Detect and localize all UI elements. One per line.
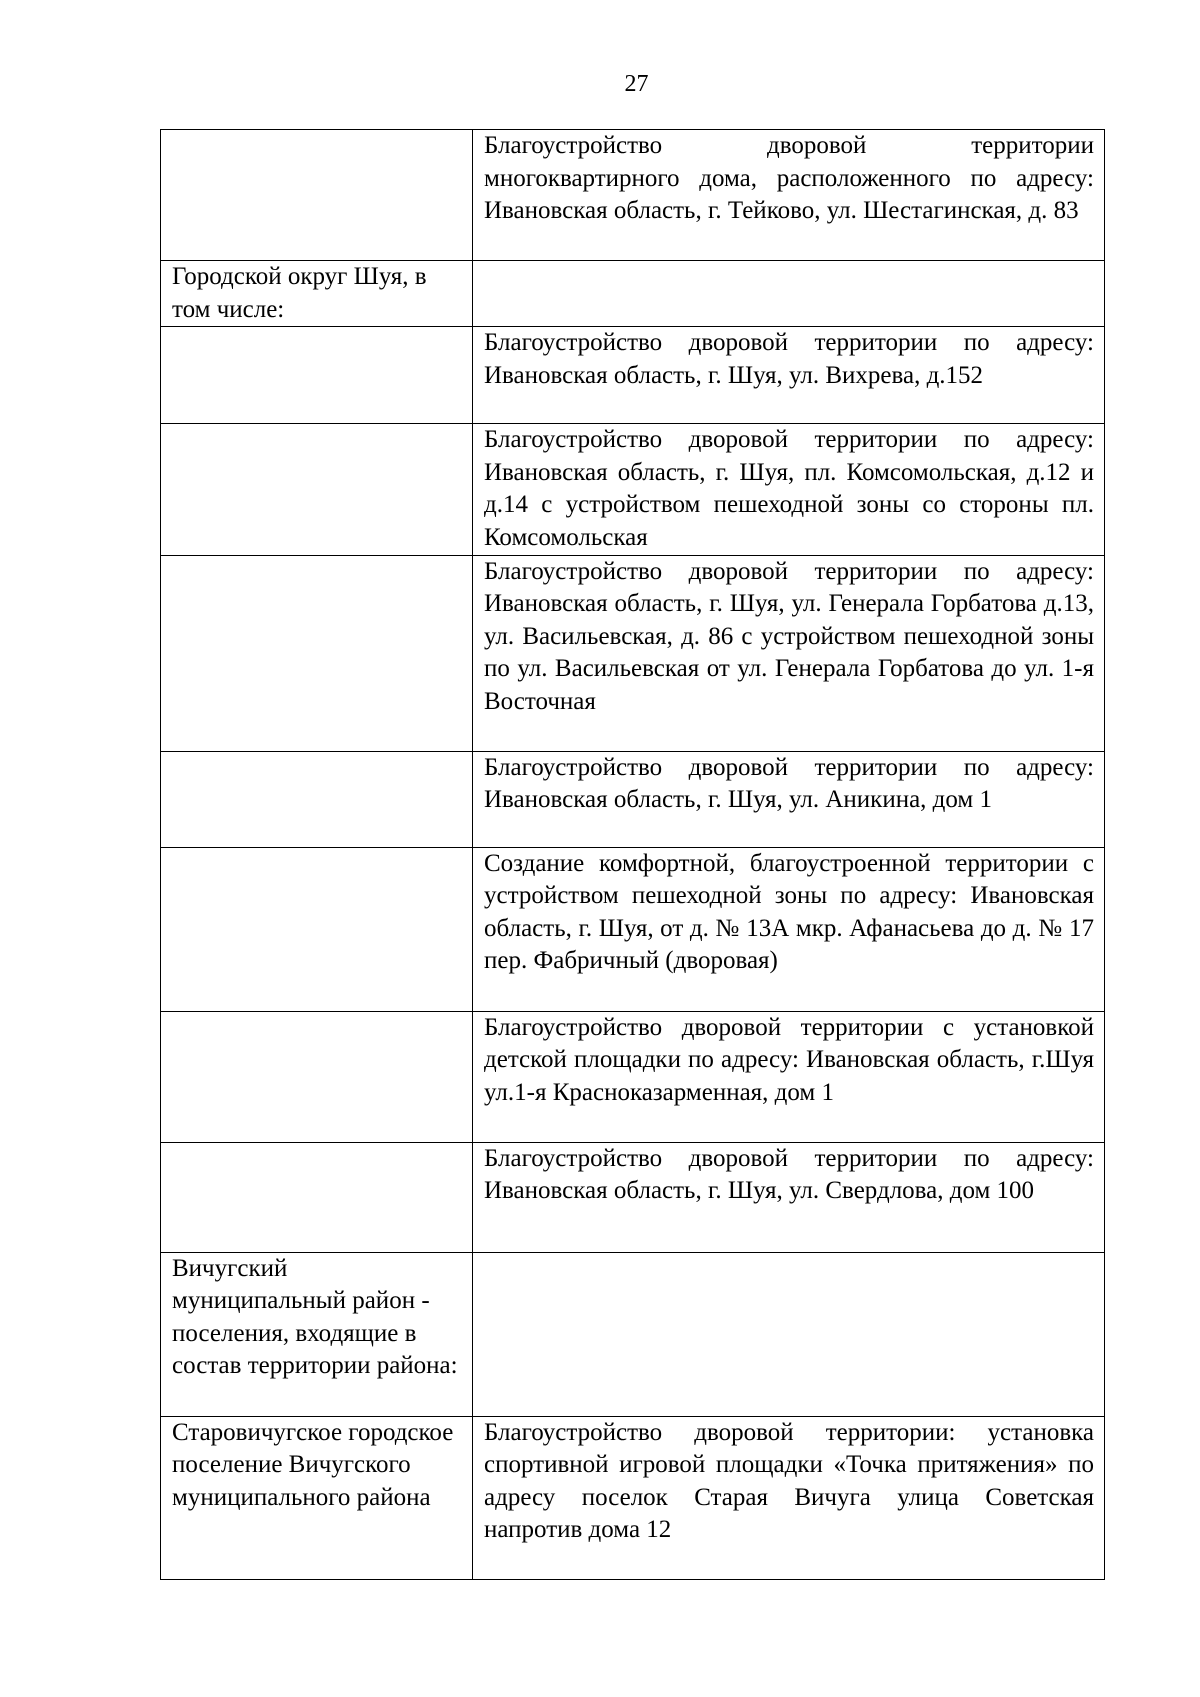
table-row (161, 130, 1105, 261)
table-cell-project: Благоустройство дворовой территории: установка спортивной игровой площадки «Точка притяжения» по адресу поселок Старая Вичуга улица Советская напротив дома 12 (473, 1416, 1105, 1579)
table-cell-municipality (161, 424, 473, 555)
table-row (161, 424, 1105, 555)
table-cell-municipality: Старовичугское городское поселение Вичугского муниципального района (161, 1416, 473, 1579)
table-row (161, 261, 1105, 327)
table-cell-project: Благоустройство дворовой территории по адресу: Ивановская область, г. Шуя, ул. Вихрева, д.152 (473, 327, 1105, 424)
table-row (161, 1416, 1105, 1579)
table-cell-municipality (161, 327, 473, 424)
table-row (161, 1252, 1105, 1416)
table-cell-municipality (161, 555, 473, 751)
table-cell-municipality (161, 847, 473, 1011)
territory-table (160, 129, 1105, 1580)
table-cell-project (473, 261, 1105, 327)
table-row (161, 555, 1105, 751)
table-cell-municipality (161, 1142, 473, 1252)
table-row (161, 1142, 1105, 1252)
table-cell-project: Создание комфортной, благоустроенной территории с устройством пешеходной зоны по адресу: Ивановская область, г. Шуя, от д. № 13А мкр. Афанасьева до д. № 17 пер. Фабричный (дворовая) (473, 847, 1105, 1011)
table-cell-municipality (161, 130, 473, 261)
table-row (161, 327, 1105, 424)
table-cell-project: Благоустройство дворовой территории по адресу: Ивановская область, г. Шуя, ул. Генерала Горбатова д.13, ул. Васильевская, д. 86 с устройством пешеходной зоны по ул. Васильевская от ул. Генерала Горбатова до ул. 1-я Восточная (473, 555, 1105, 751)
page-number: 27 (624, 71, 649, 97)
table-row (161, 1011, 1105, 1142)
table-cell-project: Благоустройство дворовой территории по адресу: Ивановская область, г. Шуя, ул. Свердлова, дом 100 (473, 1142, 1105, 1252)
table-cell-project: Благоустройство дворовой территории по адресу: Ивановская область, г. Шуя, пл. Комсомольская, д.12 и д.14 с устройством пешеходной зоны со стороны пл. Комсомольская (473, 424, 1105, 555)
table-cell-municipality: Городской округ Шуя, в том числе: (161, 261, 473, 327)
table-cell-project (473, 1252, 1105, 1416)
table-cell-municipality (161, 1011, 473, 1142)
table-cell-project: Благоустройство дворовой территории многоквартирного дома, расположенного по адресу: Ивановская область, г. Тейково, ул. Шестагинская, д. 83 (473, 130, 1105, 261)
table-cell-project: Благоустройство дворовой территории по адресу: Ивановская область, г. Шуя, ул. Аникина, дом 1 (473, 751, 1105, 847)
table-row (161, 847, 1105, 1011)
table-cell-municipality: Вичугский муниципальный район - поселения, входящие в состав территории района: (161, 1252, 473, 1416)
table-cell-municipality (161, 751, 473, 847)
table-row (161, 751, 1105, 847)
table-cell-project: Благоустройство дворовой территории с установкой детской площадки по адресу: Ивановская область, г.Шуя ул.1-я Красноказарменная, дом 1 (473, 1011, 1105, 1142)
